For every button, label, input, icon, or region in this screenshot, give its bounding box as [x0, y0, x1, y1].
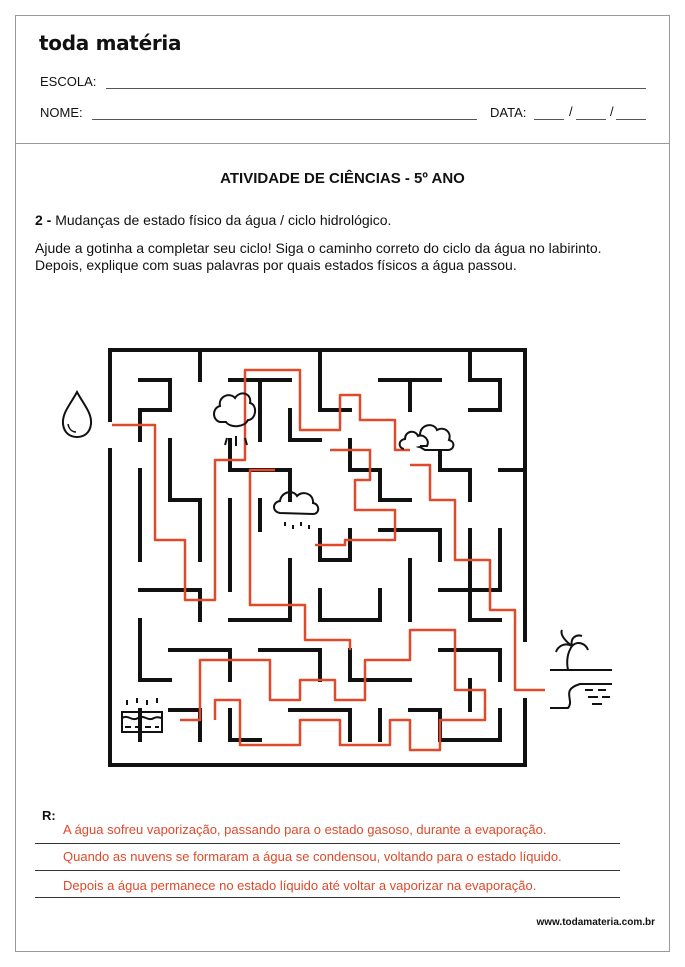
instruction-1: Ajude a gotinha a completar seu ciclo! Siga o caminho correto do ciclo da água no labirinto.: [35, 240, 602, 256]
answer-label: R:: [42, 808, 56, 823]
activity-title: ATIVIDADE DE CIÊNCIAS - 5º ANO: [220, 170, 465, 187]
answer-rule: [35, 897, 620, 898]
cloud-icon: [214, 393, 255, 446]
beach-icon: [550, 630, 612, 708]
clouds-icon: [400, 425, 454, 450]
answer-rule: [35, 843, 620, 844]
answer-line-3: Depois a água permanece no estado líquido até voltar a vaporizar na evaporação.: [63, 878, 537, 893]
brand-logo: toda matéria: [39, 31, 182, 55]
answer-line-1: A água sofreu vaporização, passando para o estado gasoso, durante a evaporação.: [63, 822, 547, 837]
question-number: 2 -: [35, 212, 52, 228]
question-text: Mudanças de estado físico da água / ciclo hidrológico.: [55, 212, 392, 228]
answer-line-2: Quando as nuvens se formaram a água se condensou, voltando para o estado líquido.: [63, 849, 562, 864]
water-drop-icon: [63, 392, 91, 437]
school-label: ESCOLA:: [40, 74, 97, 89]
instruction-2: Depois, explique com suas palavras por quais estados físicos a água passou.: [35, 257, 517, 273]
date-label: DATA:: [490, 105, 527, 120]
date-separator: /: [569, 104, 573, 119]
answer-rule: [35, 870, 620, 871]
maze-walls: [110, 350, 525, 765]
rain-cloud-icon: [274, 492, 318, 529]
name-label: NOME:: [40, 105, 83, 120]
footer-site[interactable]: www.todamateria.com.br: [536, 917, 655, 928]
date-separator: /: [610, 104, 614, 119]
